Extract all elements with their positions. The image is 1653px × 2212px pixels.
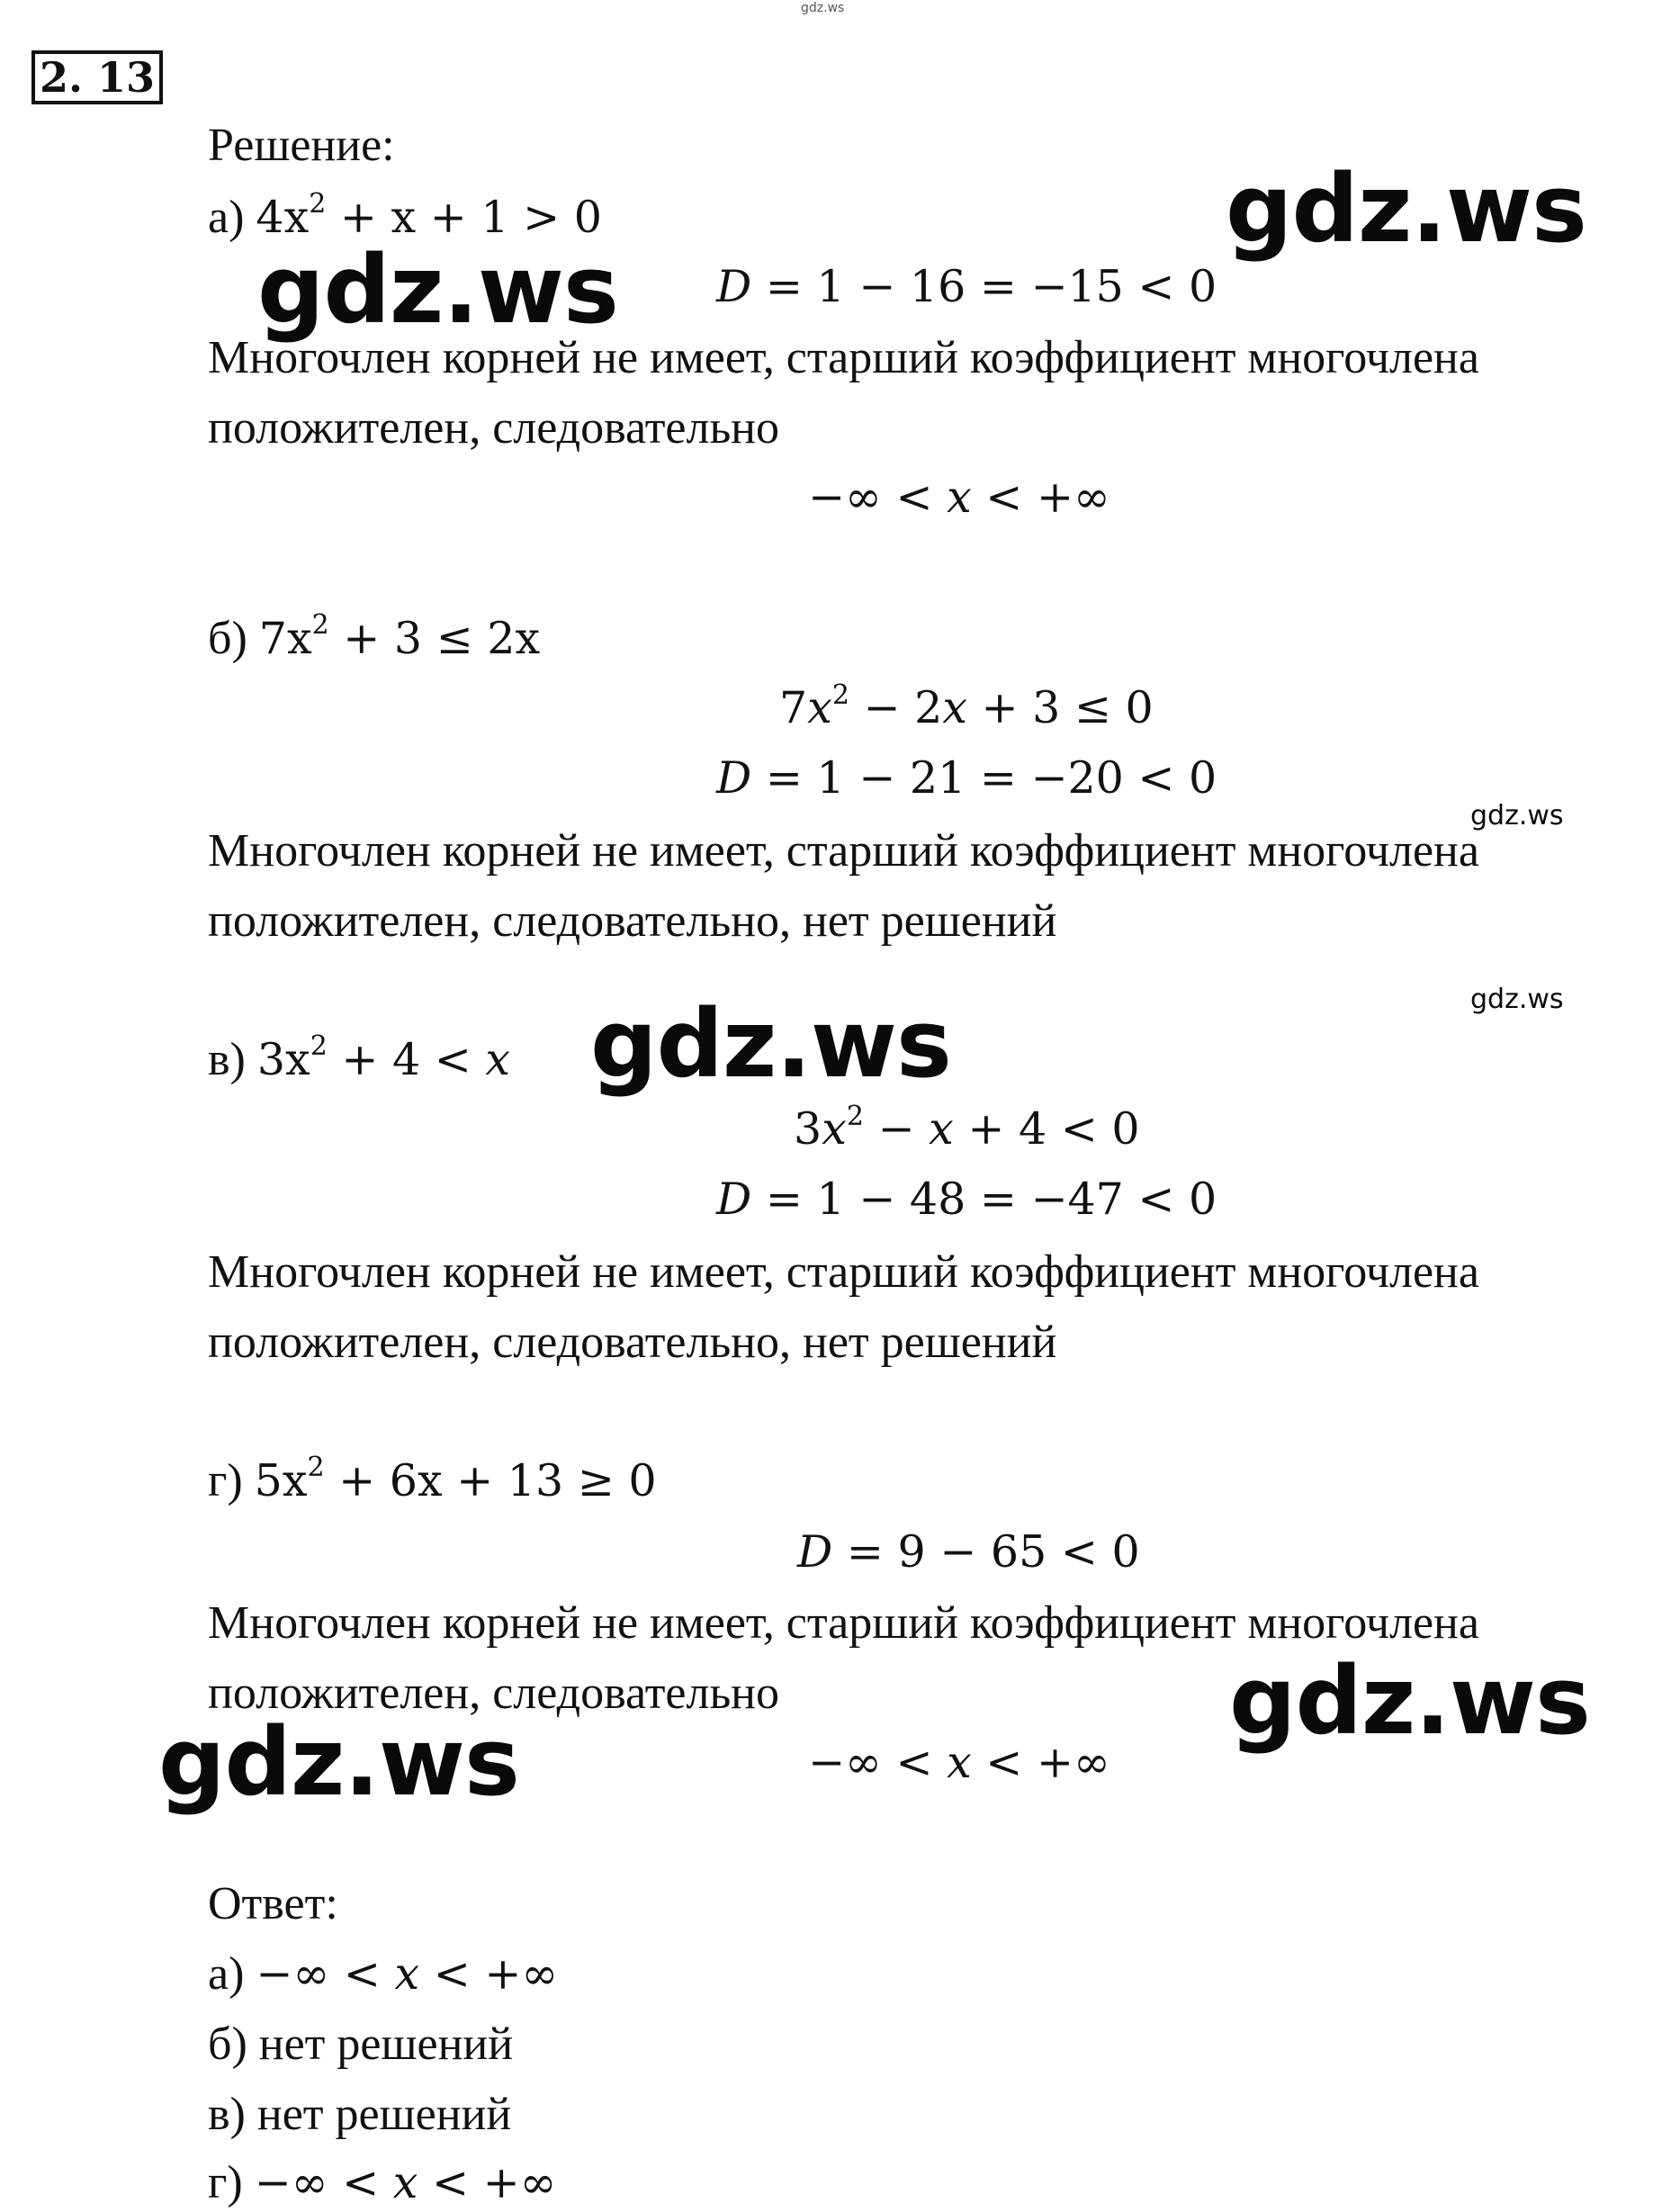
watermark-3: gdz.ws — [1470, 800, 1564, 832]
watermark-5: gdz.ws — [590, 989, 951, 1099]
part-c-text-line1: Многочлен корней не имеет, старший коэффициент многочлена — [208, 1246, 1479, 1298]
part-b-transformed: $7x^2 - 2x + 3 \le 0$ — [779, 679, 1154, 733]
part-b-prefix: б) — [208, 613, 247, 664]
part-c-transformed: $3x^2 - x + 4 < 0$ — [794, 1101, 1140, 1155]
part-a-discriminant: D = 1 − 16 = −15 < 0 — [716, 261, 1217, 312]
part-c-prefix: в) — [208, 1034, 246, 1085]
problem-number: 2. 13 — [31, 50, 163, 104]
watermark-6: gdz.ws — [1229, 1646, 1590, 1756]
answer-c: в) нет решений — [208, 2089, 512, 2140]
part-a-text-line2: положителен, следовательно — [208, 402, 779, 454]
watermark-1: gdz.ws — [1226, 154, 1586, 264]
part-d-inequality: $5x^2 + 6x + 13 \ge 0$ — [254, 1452, 657, 1506]
part-b-text-line1: Многочлен корней не имеет, старший коэффициент многочлена — [208, 825, 1479, 877]
part-c-inequality: $3x^2 + 4 < x$ — [256, 1030, 511, 1085]
part-c-heading — [208, 1030, 511, 1085]
part-b-discriminant: D = 1 − 21 = −20 < 0 — [716, 752, 1217, 804]
answer-d: г) −∞ < x < +∞ — [208, 2157, 557, 2208]
part-a-text-line1: Многочлен корней не имеет, старший коэффициент многочлена — [208, 332, 1479, 383]
watermark-4: gdz.ws — [1470, 984, 1564, 1015]
solution-label: Решение: — [208, 120, 395, 171]
watermark-7: gdz.ws — [158, 1707, 519, 1817]
part-d-discriminant: D = 9 − 65 < 0 — [797, 1526, 1140, 1578]
watermark-tiny: gdz.ws — [801, 1, 845, 15]
part-d-text-line2: положителен, следовательно — [208, 1668, 779, 1719]
part-a-inequality: $4x^2 + x + 1 > 0$ — [256, 188, 602, 243]
answer-label: Ответ: — [208, 1878, 338, 1929]
part-c-text-line2: положителен, следовательно, нет решений — [208, 1317, 1057, 1368]
part-b-inequality: $7x^2 + 3 \le 2x$ — [258, 609, 541, 664]
part-d-prefix: г) — [208, 1455, 243, 1506]
part-c-discriminant: D = 1 − 48 = −47 < 0 — [716, 1173, 1217, 1225]
answer-a: а) −∞ < x < +∞ — [208, 1948, 559, 2000]
part-b-text-line2: положителен, следовательно, нет решений — [208, 895, 1057, 947]
part-d-text-line1: Многочлен корней не имеет, старший коэффициент многочлена — [208, 1597, 1479, 1649]
part-b-heading — [208, 609, 541, 664]
watermark-2: gdz.ws — [257, 235, 618, 345]
part-d-heading — [208, 1452, 657, 1506]
part-a-prefix: а) — [208, 192, 245, 243]
part-d-result: −∞ < x < +∞ — [808, 1737, 1110, 1788]
part-a-result: −∞ < x < +∞ — [808, 472, 1110, 523]
answer-b: б) нет решений — [208, 2019, 514, 2070]
